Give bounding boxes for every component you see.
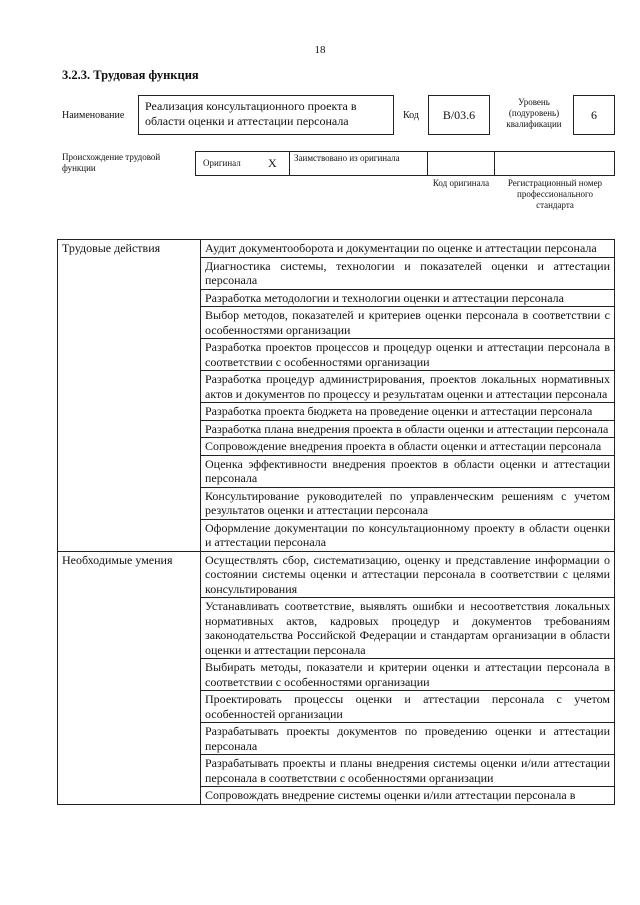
code-box <box>428 95 490 135</box>
name-label: Наименование <box>62 110 125 121</box>
borrowed-cell <box>289 151 428 176</box>
list-item: Разработка процедур администрирования, проектов локальных нормативных актов и документов по процессу и результатам оценки и аттестации персонала <box>201 371 615 403</box>
list-item: Проектировать процессы оценки и аттестации персонала с учетом особенностей организации <box>201 691 615 723</box>
list-item: Оценка эффективности внедрения проектов в области оценки и аттестации персонала <box>201 455 615 487</box>
list-item: Разработка проекта бюджета на проведение оценки и аттестации персонала <box>201 403 615 421</box>
original-mark: X <box>268 156 277 170</box>
code-original-caption: Код оригинала <box>432 178 490 188</box>
list-item: Оформление документации по консультационному проекту в области оценки и аттестации персонала <box>201 519 615 551</box>
list-item: Разработка плана внедрения проекта в области оценки и аттестации персонала <box>201 420 615 438</box>
list-item: Разработка методологии и технологии оценки и аттестации персонала <box>201 289 615 307</box>
page-number: 18 <box>314 44 326 56</box>
list-item: Выбор методов, показателей и критериев оценки персонала в соответствии с особенностями организации <box>201 307 615 339</box>
section-title: 3.2.3. Трудовая функция <box>62 68 199 82</box>
list-item: Сопровождение внедрения проекта в области оценки и аттестации персонала <box>201 438 615 456</box>
list-item: Выбирать методы, показатели и критерии оценки и аттестации персонала в соответствии с особенностями организации <box>201 659 615 691</box>
list-item: Аудит документооборота и документации по оценке и аттестации персонала <box>201 240 615 258</box>
origin-table <box>195 151 615 176</box>
list-item: Разработка проектов процессов и процедур оценки и аттестации персонала в соответствии с особенностями организации <box>201 339 615 371</box>
list-item: Диагностика системы, технологии и показателей оценки и аттестации персонала <box>201 257 615 289</box>
list-item: Сопровождать внедрение системы оценки и/или аттестации персонала в <box>201 787 615 805</box>
list-item: Консультирование руководителей по управленческим решениям с учетом результатов оценки и аттестации персонала <box>201 487 615 519</box>
table-row <box>58 240 615 258</box>
level-value: 6 <box>591 107 597 122</box>
list-item: Разрабатывать проекты и планы внедрения системы оценки и/или аттестации персонала в соответствии с особенностями организации <box>201 755 615 787</box>
function-name-value: Реализация консультационного проекта в области оценки и аттестации персонала <box>145 99 357 128</box>
origin-label: Происхождение трудовой функции <box>62 152 161 173</box>
section-title-cell: Трудовые действия <box>58 240 201 552</box>
function-name-box <box>138 95 394 135</box>
function-details-table <box>57 239 615 805</box>
code-original-cell <box>427 151 495 176</box>
level-box <box>573 95 615 135</box>
borrowed-label: Заимствовано из оригинала <box>294 153 400 163</box>
list-item: Разрабатывать проекты документов по проведению оценки и аттестации персонала <box>201 723 615 755</box>
table-row <box>58 551 615 598</box>
reg-number-cell <box>494 151 615 176</box>
level-label: Уровень (подуровень) квалификации <box>506 97 562 129</box>
original-label: Оригинал <box>203 158 241 168</box>
reg-number-caption: Регистрационный номер профессионального стандарта <box>507 178 603 210</box>
section-title-cell: Необходимые умения <box>58 551 201 804</box>
code-label: Код <box>403 110 419 121</box>
list-item: Осуществлять сбор, систематизацию, оценку и представление информации о состоянии системы оценки и аттестации персонала в соответствии с целями консультирования <box>201 551 615 598</box>
list-item: Устанавливать соответствие, выявлять ошибки и несоответствия локальных нормативных актов, кадровых процедур и документов требованиям законодательства Российской Федерации и стандартам организации в области оценки и аттестации персонала <box>201 598 615 659</box>
code-value: B/03.6 <box>442 107 476 122</box>
original-cell <box>195 151 290 176</box>
